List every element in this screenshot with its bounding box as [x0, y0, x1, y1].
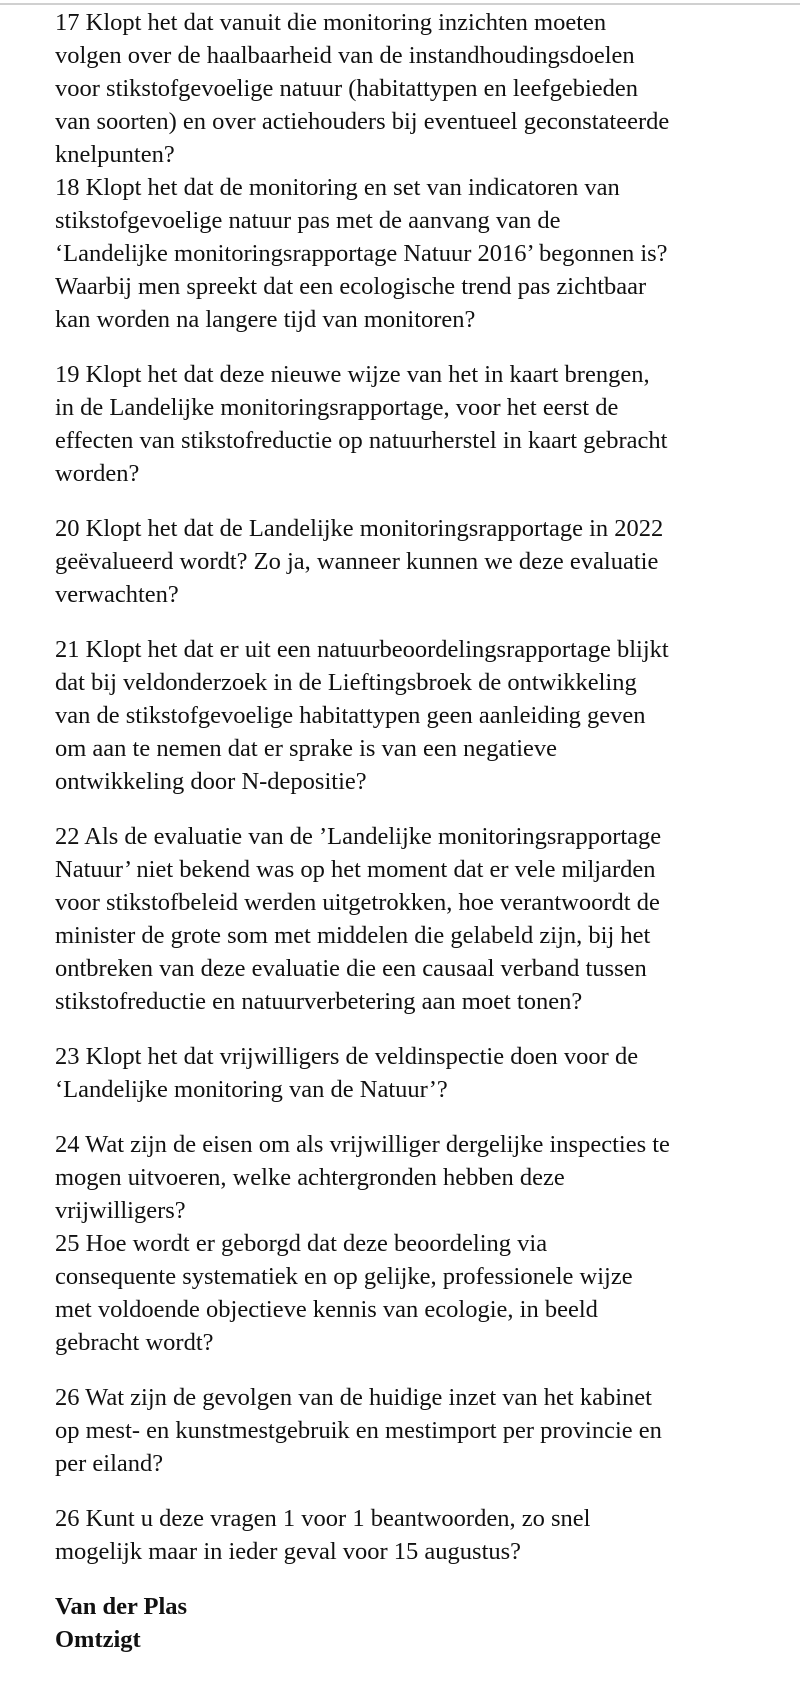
text-line: 25 Hoe wordt er geborgd dat deze beoordeling via [55, 1230, 548, 1257]
text-line: 23 Klopt het dat vrijwilligers de veldinspectie doen voor de [55, 1043, 639, 1070]
text-line: worden? [55, 460, 140, 487]
document-body [55, 6, 795, 1656]
text-line: Natuur’ niet bekend was op het moment dat er vele miljarden [55, 856, 656, 883]
question-paragraph [55, 1040, 795, 1106]
question-paragraph [55, 358, 795, 490]
text-line: 18 Klopt het dat de monitoring en set van indicatoren van [55, 174, 620, 201]
text-line: mogelijk maar in ieder geval voor 15 augustus? [55, 1538, 522, 1565]
text-line: geëvalueerd wordt? Zo ja, wanneer kunnen we deze evaluatie [55, 548, 659, 575]
question-paragraph [55, 171, 795, 336]
text-line: van soorten) en over actiehouders bij eventueel geconstateerde [55, 108, 670, 135]
question-paragraph [55, 1227, 795, 1359]
text-line: mogen uitvoeren, welke achtergronden hebben deze [55, 1164, 565, 1191]
text-line: minister de grote som met middelen die gelabeld zijn, bij het [55, 922, 651, 949]
text-line: ‘Landelijke monitoring van de Natuur’? [55, 1076, 448, 1103]
text-line: 17 Klopt het dat vanuit die monitoring inzichten moeten [55, 9, 607, 36]
text-line: in de Landelijke monitoringsrapportage, voor het eerst de [55, 394, 619, 421]
question-paragraph [55, 1381, 795, 1480]
text-line: knelpunten? [55, 141, 175, 168]
text-line: volgen over de haalbaarheid van de instandhoudingsdoelen [55, 42, 635, 69]
text-line: effecten van stikstofreductie op natuurherstel in kaart gebracht [55, 427, 668, 454]
text-line: om aan te nemen dat er sprake is van een negatieve [55, 735, 558, 762]
text-line: 24 Wat zijn de eisen om als vrijwilliger dergelijke inspecties te [55, 1131, 670, 1158]
text-line: van de stikstofgevoelige habitattypen geen aanleiding geven [55, 702, 646, 729]
signatory-name: Omtzigt [55, 1626, 141, 1653]
question-paragraph [55, 6, 795, 171]
text-line: ‘Landelijke monitoringsrapportage Natuur 2016’ begonnen is? [55, 240, 668, 267]
text-line: kan worden na langere tijd van monitoren? [55, 306, 476, 333]
question-paragraph [55, 512, 795, 611]
text-line: 26 Wat zijn de gevolgen van de huidige inzet van het kabinet [55, 1384, 652, 1411]
signatory-name: Van der Plas [55, 1593, 188, 1620]
text-line: 21 Klopt het dat er uit een natuurbeoordelingsrapportage blijkt [55, 636, 669, 663]
page-top-divider [0, 3, 800, 5]
question-paragraph [55, 633, 795, 798]
text-line: 20 Klopt het dat de Landelijke monitoringsrapportage in 2022 [55, 515, 664, 542]
text-line: per eiland? [55, 1450, 164, 1477]
text-line: 22 Als de evaluatie van de ’Landelijke monitoringsrapportage [55, 823, 662, 850]
text-line: voor stikstofgevoelige natuur (habitattypen en leefgebieden [55, 75, 639, 102]
question-paragraph [55, 1502, 795, 1568]
text-line: ontwikkeling door N-depositie? [55, 768, 367, 795]
text-line: met voldoende objectieve kennis van ecologie, in beeld [55, 1296, 598, 1323]
text-line: op mest- en kunstmestgebruik en mestimport per provincie en [55, 1417, 662, 1444]
text-line: stikstofgevoelige natuur pas met de aanvang van de [55, 207, 561, 234]
text-line: stikstofreductie en natuurverbetering aan moet tonen? [55, 988, 583, 1015]
text-line: vrijwilligers? [55, 1197, 186, 1224]
text-line: voor stikstofbeleid werden uitgetrokken, hoe verantwoordt de [55, 889, 660, 916]
text-line: Waarbij men spreekt dat een ecologische trend pas zichtbaar [55, 273, 647, 300]
text-line: 26 Kunt u deze vragen 1 voor 1 beantwoorden, zo snel [55, 1505, 591, 1532]
text-line: consequente systematiek en op gelijke, professionele wijze [55, 1263, 633, 1290]
question-paragraph [55, 820, 795, 1018]
text-line: gebracht wordt? [55, 1329, 214, 1356]
text-line: 19 Klopt het dat deze nieuwe wijze van het in kaart brengen, [55, 361, 650, 388]
text-line: verwachten? [55, 581, 179, 608]
text-line: dat bij veldonderzoek in de Lieftingsbroek de ontwikkeling [55, 669, 637, 696]
text-line: ontbreken van deze evaluatie die een causaal verband tussen [55, 955, 647, 982]
question-paragraph [55, 1128, 795, 1227]
